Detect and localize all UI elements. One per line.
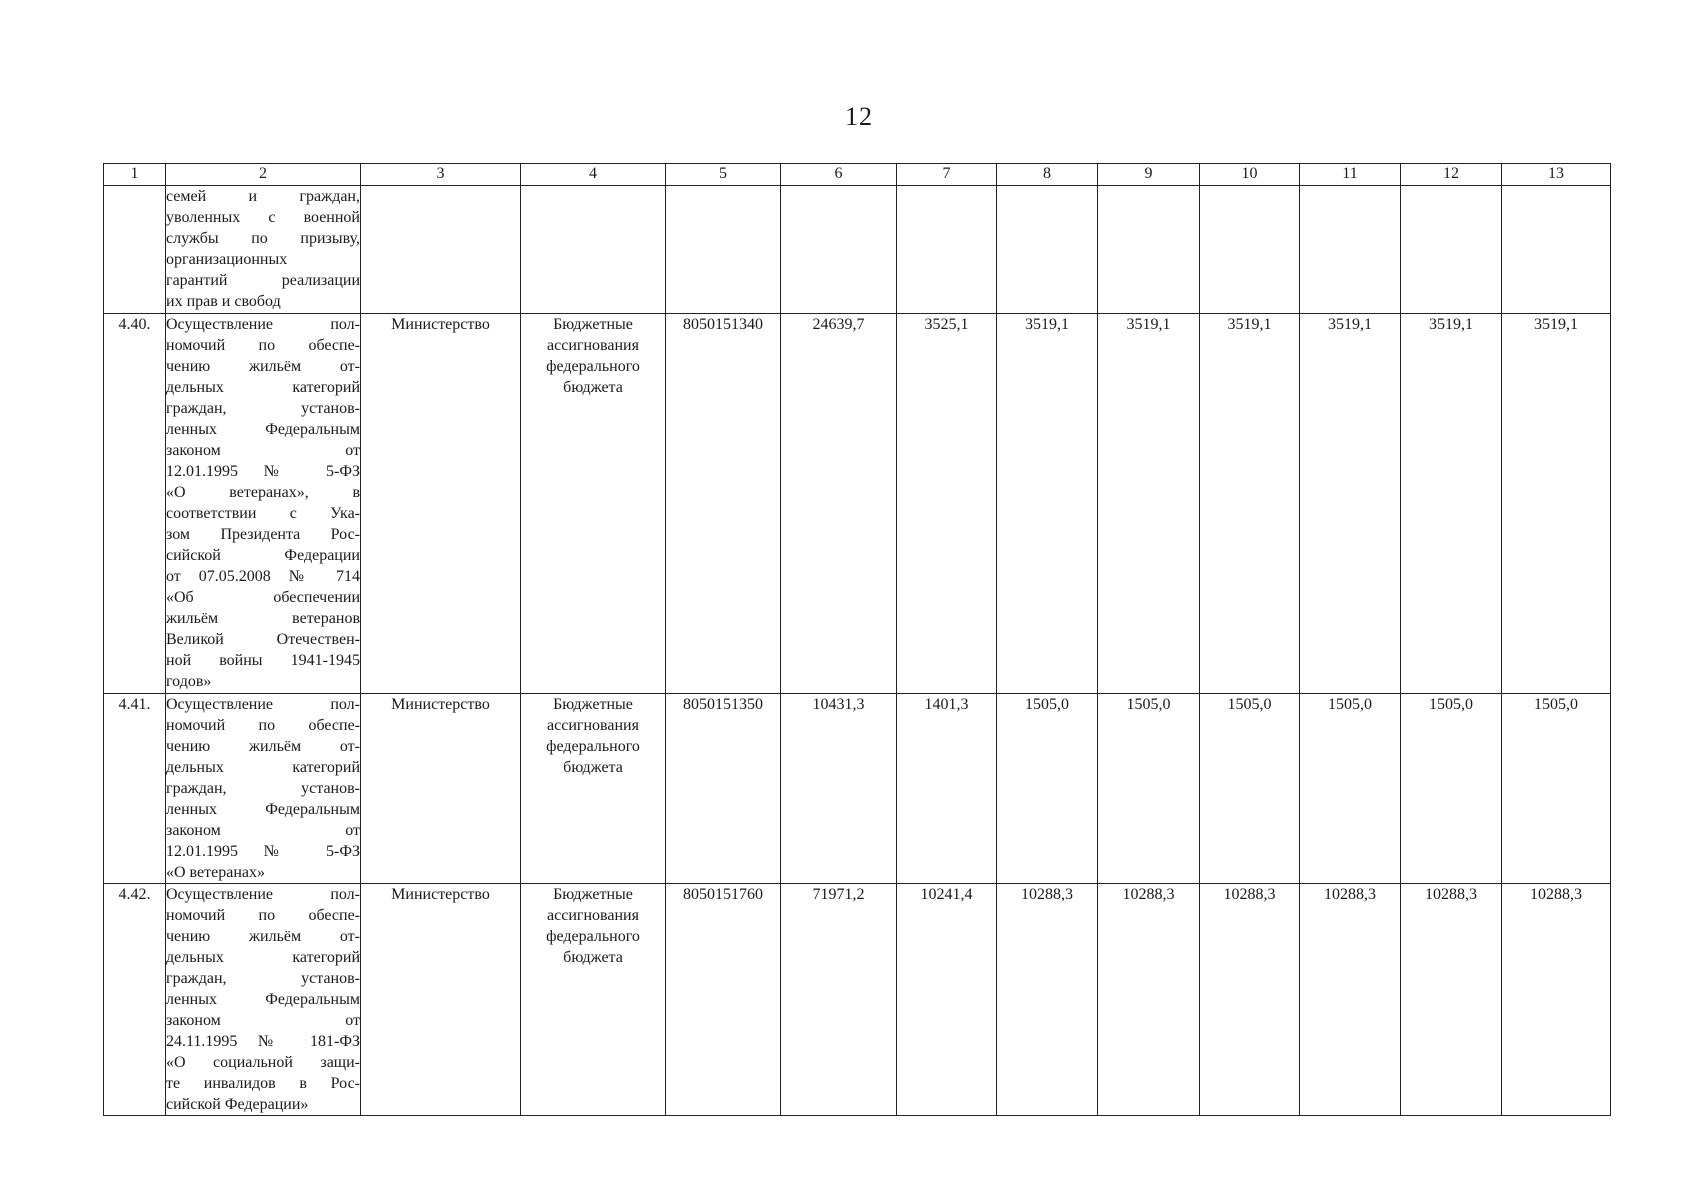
description-line: их прав и свобод bbox=[166, 293, 281, 310]
budget-code-cell: 8050151350 bbox=[666, 694, 781, 884]
description-line: граждан, установ- bbox=[166, 780, 360, 797]
executor-cell bbox=[361, 186, 521, 314]
table-row bbox=[104, 694, 1611, 884]
description-line: номочий по обеспе- bbox=[166, 337, 360, 354]
column-header: 1 bbox=[104, 164, 166, 186]
column-header: 13 bbox=[1502, 164, 1611, 186]
description-line: 12.01.1995 № 5-ФЗ bbox=[166, 463, 360, 480]
budget-code-cell: 8050151760 bbox=[666, 884, 781, 1116]
row-number-cell: 4.40. bbox=[104, 314, 166, 694]
value-cell: 1505,0 bbox=[1502, 694, 1611, 884]
description-line: номочий по обеспе- bbox=[166, 717, 360, 734]
value-cell: 3519,1 bbox=[1098, 314, 1200, 694]
value-cell: 3519,1 bbox=[1300, 314, 1401, 694]
description-line: гарантий реализации bbox=[166, 272, 360, 289]
column-header: 10 bbox=[1200, 164, 1300, 186]
value-cell: 71971,2 bbox=[781, 884, 897, 1116]
funding-source-cell: Бюджетные ассигнования федерального бюджета bbox=[521, 694, 666, 884]
value-cell bbox=[1200, 186, 1300, 314]
column-header: 8 bbox=[997, 164, 1098, 186]
value-cell: 1505,0 bbox=[997, 694, 1098, 884]
description-line: семей и граждан, bbox=[166, 188, 360, 205]
value-cell: 10241,4 bbox=[897, 884, 997, 1116]
executor-cell: Министерство bbox=[361, 314, 521, 694]
value-cell: 10431,3 bbox=[781, 694, 897, 884]
funding-source-cell: Бюджетные ассигнования федерального бюджета bbox=[521, 314, 666, 694]
description-line: сийской Федерации bbox=[166, 547, 360, 564]
description-line: чению жильём от- bbox=[166, 928, 360, 945]
value-cell: 3519,1 bbox=[997, 314, 1098, 694]
description-line: чению жильём от- bbox=[166, 358, 360, 375]
value-cell: 1505,0 bbox=[1300, 694, 1401, 884]
row-number-cell bbox=[104, 186, 166, 314]
description-line: ленных Федеральным bbox=[166, 421, 360, 438]
page-number: 12 bbox=[845, 102, 873, 131]
description-line: Осуществление пол- bbox=[166, 316, 360, 333]
column-header: 4 bbox=[521, 164, 666, 186]
value-cell: 1401,3 bbox=[897, 694, 997, 884]
column-header: 2 bbox=[166, 164, 361, 186]
description-line: Осуществление пол- bbox=[166, 886, 360, 903]
description-line: от 07.05.2008 № 714 bbox=[166, 568, 360, 585]
column-header: 3 bbox=[361, 164, 521, 186]
description-line: дельных категорий bbox=[166, 379, 360, 396]
activity-description bbox=[166, 694, 361, 884]
column-header: 7 bbox=[897, 164, 997, 186]
table-row-continuation bbox=[104, 186, 1611, 314]
description-line: ной войны 1941-1945 bbox=[166, 652, 360, 669]
description-line: «Об обеспечении bbox=[166, 589, 360, 606]
description-line: те инвалидов в Рос- bbox=[166, 1075, 360, 1092]
value-cell bbox=[1401, 186, 1502, 314]
value-cell: 1505,0 bbox=[1098, 694, 1200, 884]
column-number-row bbox=[104, 164, 1611, 186]
description-line: «О ветеранах», в bbox=[166, 484, 360, 501]
column-header: 9 bbox=[1098, 164, 1200, 186]
value-cell bbox=[781, 186, 897, 314]
executor-cell: Министерство bbox=[361, 884, 521, 1116]
value-cell: 10288,3 bbox=[997, 884, 1098, 1116]
program-activities-table bbox=[103, 163, 1611, 1116]
description-line: Великой Отечествен- bbox=[166, 631, 360, 648]
value-cell: 3525,1 bbox=[897, 314, 997, 694]
executor-cell: Министерство bbox=[361, 694, 521, 884]
activity-description bbox=[166, 884, 361, 1116]
value-cell: 10288,3 bbox=[1502, 884, 1611, 1116]
description-line: законом от bbox=[166, 442, 360, 459]
description-line: номочий по обеспе- bbox=[166, 907, 360, 924]
value-cell: 10288,3 bbox=[1098, 884, 1200, 1116]
description-line: законом от bbox=[166, 822, 360, 839]
description-line: граждан, установ- bbox=[166, 400, 360, 417]
value-cell: 10288,3 bbox=[1300, 884, 1401, 1116]
description-line: уволенных с военной bbox=[166, 209, 360, 226]
description-line: жильём ветеранов bbox=[166, 610, 360, 627]
funding-source-cell: Бюджетные ассигнования федерального бюджета bbox=[521, 884, 666, 1116]
value-cell bbox=[897, 186, 997, 314]
activity-description bbox=[166, 314, 361, 694]
value-cell: 10288,3 bbox=[1200, 884, 1300, 1116]
description-line: граждан, установ- bbox=[166, 970, 360, 987]
column-header: 6 bbox=[781, 164, 897, 186]
value-cell bbox=[997, 186, 1098, 314]
description-line: законом от bbox=[166, 1012, 360, 1029]
value-cell: 3519,1 bbox=[1200, 314, 1300, 694]
funding-source-cell bbox=[521, 186, 666, 314]
description-line: организационных bbox=[166, 251, 288, 268]
description-line: зом Президента Рос- bbox=[166, 526, 360, 543]
description-line: соответствии с Ука- bbox=[166, 505, 360, 522]
description-line: Осуществление пол- bbox=[166, 696, 360, 713]
description-line: ленных Федеральным bbox=[166, 801, 360, 818]
value-cell: 3519,1 bbox=[1401, 314, 1502, 694]
row-number-cell: 4.41. bbox=[104, 694, 166, 884]
description-line: «О ветеранах» bbox=[166, 864, 265, 881]
value-cell bbox=[1502, 186, 1611, 314]
description-line: дельных категорий bbox=[166, 759, 360, 776]
description-line: чению жильём от- bbox=[166, 738, 360, 755]
table-row bbox=[104, 314, 1611, 694]
budget-code-cell: 8050151340 bbox=[666, 314, 781, 694]
value-cell: 24639,7 bbox=[781, 314, 897, 694]
value-cell: 1505,0 bbox=[1200, 694, 1300, 884]
value-cell bbox=[1300, 186, 1401, 314]
column-header: 12 bbox=[1401, 164, 1502, 186]
description-line: сийской Федерации» bbox=[166, 1096, 309, 1113]
row-number-cell: 4.42. bbox=[104, 884, 166, 1116]
value-cell: 1505,0 bbox=[1401, 694, 1502, 884]
column-header: 11 bbox=[1300, 164, 1401, 186]
description-line: «О социальной защи- bbox=[166, 1054, 360, 1071]
description-line: годов» bbox=[166, 673, 212, 690]
column-header: 5 bbox=[666, 164, 781, 186]
description-line: 12.01.1995 № 5-ФЗ bbox=[166, 843, 360, 860]
description-line: ленных Федеральным bbox=[166, 991, 360, 1008]
value-cell bbox=[1098, 186, 1200, 314]
value-cell: 3519,1 bbox=[1502, 314, 1611, 694]
table-row bbox=[104, 884, 1611, 1116]
description-line: службы по призыву, bbox=[166, 230, 360, 247]
description-line: 24.11.1995 № 181-ФЗ bbox=[166, 1033, 360, 1050]
activity-description bbox=[166, 186, 361, 314]
description-line: дельных категорий bbox=[166, 949, 360, 966]
budget-code-cell bbox=[666, 186, 781, 314]
value-cell: 10288,3 bbox=[1401, 884, 1502, 1116]
